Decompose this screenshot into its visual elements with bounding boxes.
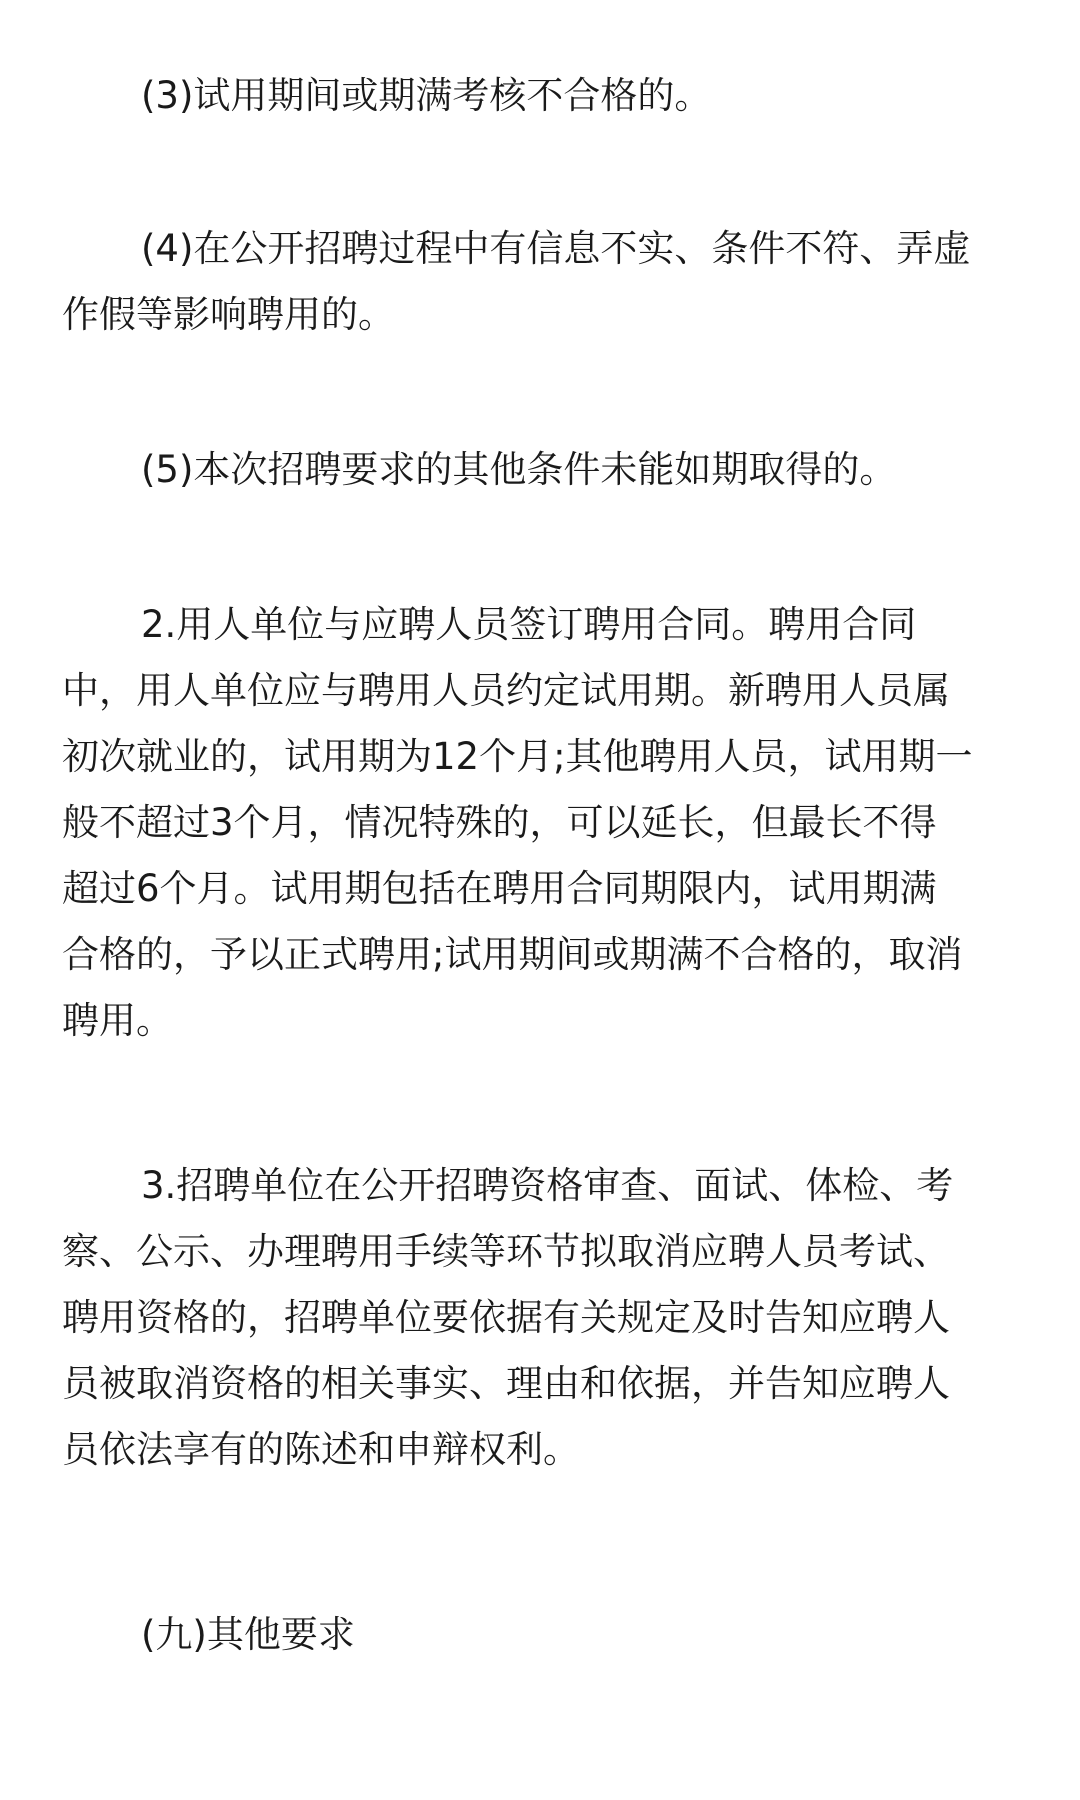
text-line: 合格的，予以正式聘用;试用期间或期满不合格的，取消	[62, 933, 963, 976]
text-line: 2.用人单位与应聘人员签订聘用合同。聘用合同	[141, 603, 917, 646]
paragraph-item-4	[62, 216, 1022, 348]
text-line: 3.招聘单位在公开招聘资格审查、面试、体检、考	[141, 1164, 954, 1207]
paragraph-item-3	[62, 63, 1022, 129]
text-line: (3)试用期间或期满考核不合格的。	[141, 74, 712, 117]
text-line: 般不超过3个月，情况特殊的，可以延长，但最长不得	[62, 801, 937, 844]
text-line: (5)本次招聘要求的其他条件未能如期取得的。	[141, 448, 897, 491]
text-line: 初次就业的，试用期为12个月;其他聘用人员，试用期一	[62, 735, 973, 778]
paragraph-item-5	[62, 437, 1022, 503]
text-line: 聘用。	[62, 999, 173, 1042]
text-line: 员依法享有的陈述和申辩权利。	[62, 1428, 580, 1471]
text-line: 超过6个月。试用期包括在聘用合同期限内，试用期满	[62, 867, 937, 910]
text-line: (4)在公开招聘过程中有信息不实、条件不符、弄虚	[141, 227, 971, 270]
paragraph-probation-period	[62, 592, 1022, 1054]
text-line: 作假等影响聘用的。	[62, 293, 395, 336]
paragraph-disqualification-notice	[62, 1153, 1022, 1483]
text-line: 中，用人单位应与聘用人员约定试用期。新聘用人员属	[62, 669, 950, 712]
text-line: 聘用资格的，招聘单位要依据有关规定及时告知应聘人	[62, 1296, 950, 1339]
text-line: (九)其他要求	[141, 1613, 355, 1656]
section-heading-other-requirements	[62, 1602, 1022, 1668]
text-line: 员被取消资格的相关事实、理由和依据，并告知应聘人	[62, 1362, 950, 1405]
text-line: 察、公示、办理聘用手续等环节拟取消应聘人员考试、	[62, 1230, 950, 1273]
